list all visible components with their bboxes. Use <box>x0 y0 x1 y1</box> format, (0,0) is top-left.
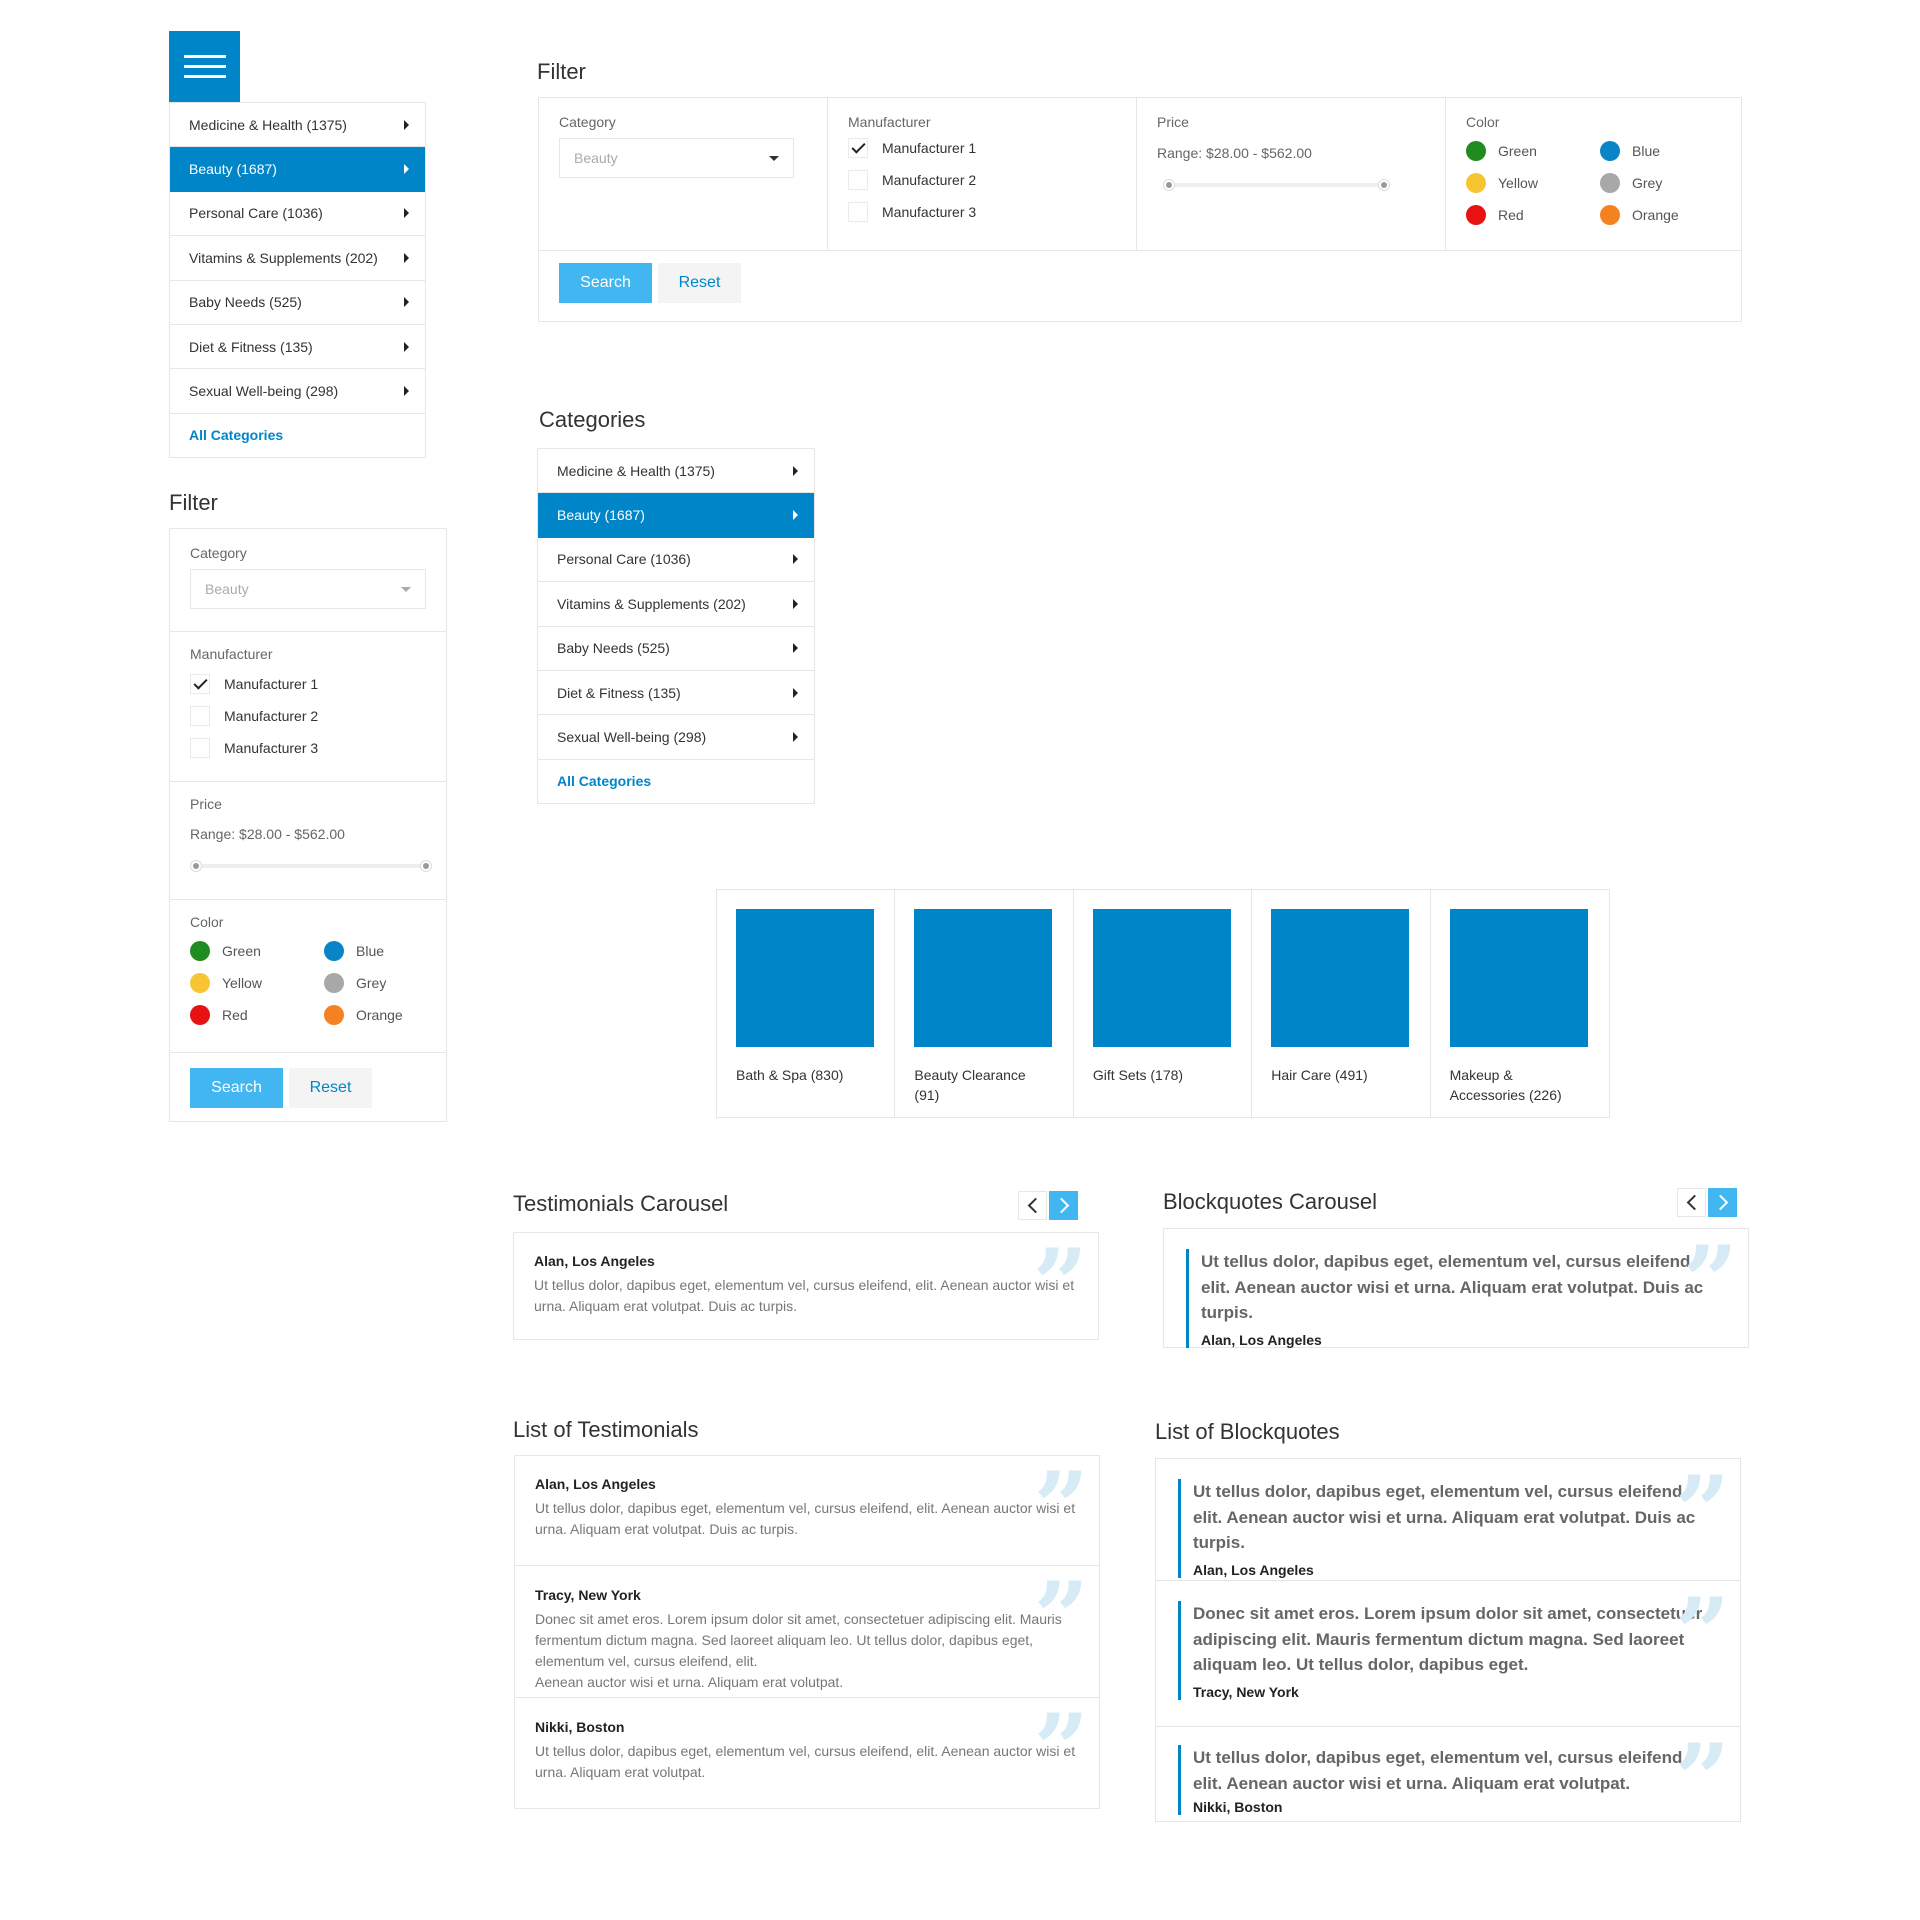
checkbox-box <box>190 706 210 726</box>
category-menu-main <box>537 448 815 804</box>
color-option-red[interactable] <box>190 1004 324 1026</box>
category-item[interactable] <box>170 192 425 236</box>
category-label: Diet & Fitness (135) <box>189 338 313 355</box>
testimonial-item <box>514 1228 1098 1341</box>
checkbox-box <box>848 202 868 222</box>
subcategory-tile[interactable] <box>895 890 1073 1117</box>
blockquote <box>1178 1479 1716 1578</box>
category-label: Baby Needs (525) <box>557 640 670 657</box>
testimonial-text: Ut tellus dolor, dapibus eget, elementum vel, cursus eleifend, elit. Aenean auctor wisi et urna. Aliquam erat volutpat. Duis ac turpis. <box>534 1277 1075 1314</box>
quote-icon: ” <box>1674 1455 1730 1568</box>
testimonial-text: Donec sit amet eros. Lorem ipsum dolor sit amet, consectetuer adipiscing elit. Mauris fermentum dictum magna. Sed laoreet aliquam leo. Ut tellus dolor, dapibus eget, elementum vel, cursus eleifend, elit. <box>535 1611 1062 1669</box>
blockquotes-carousel-title: Blockquotes Carousel <box>1163 1189 1378 1214</box>
hamburger-icon-bar <box>184 65 226 68</box>
category-label: Personal Care (1036) <box>189 205 323 222</box>
blockquote <box>1178 1601 1716 1700</box>
quote-icon: ” <box>1033 1451 1089 1564</box>
category-label: Baby Needs (525) <box>189 294 302 311</box>
tile-caption: Makeup & Accessories (226) <box>1449 1067 1562 1103</box>
reset-button[interactable]: Reset <box>658 263 741 303</box>
caret-right-icon <box>404 386 409 396</box>
chevron-right-icon <box>1712 1195 1728 1211</box>
all-categories-link[interactable]: All Categories <box>189 427 284 444</box>
testimonials-list-title: List of Testimonials <box>513 1417 699 1442</box>
testimonial-author: Alan, Los Angeles <box>534 1253 655 1269</box>
color-option-label: Blue <box>356 943 385 959</box>
chevron-right-icon <box>1053 1198 1069 1214</box>
testimonial-text: Aenean auctor wisi et urna. Aliquam erat volutpat. <box>535 1674 844 1690</box>
category-select[interactable] <box>190 569 426 609</box>
caret-right-icon <box>793 466 798 476</box>
color-label: Color <box>1466 114 1500 130</box>
quote-icon: ” <box>1674 1723 1730 1836</box>
filter-title-left: Filter <box>169 490 218 515</box>
color-swatch <box>190 1005 210 1025</box>
filter-title-top: Filter <box>537 59 586 84</box>
manufacturer-checkbox[interactable] <box>190 668 426 700</box>
blockquote-item <box>1156 1455 1740 1581</box>
category-label: Vitamins & Supplements (202) <box>189 249 378 266</box>
color-option-orange[interactable] <box>1600 204 1720 226</box>
manufacturer-checkbox[interactable] <box>848 132 1116 164</box>
category-item[interactable] <box>170 369 425 413</box>
tile-caption: Beauty Clearance (91) <box>914 1067 1026 1103</box>
filter-manufacturer-column <box>828 98 1137 250</box>
check-icon <box>190 674 210 694</box>
quote-icon: ” <box>1033 1561 1089 1674</box>
testimonial-item <box>515 1693 1099 1808</box>
color-swatch <box>190 941 210 961</box>
color-option-label: Green <box>1498 143 1537 159</box>
blockquote-item <box>1156 1723 1740 1836</box>
category-item[interactable] <box>538 627 814 671</box>
filter-category-column <box>539 98 828 250</box>
filter-color-column <box>1446 98 1742 250</box>
menu-button[interactable] <box>169 31 240 102</box>
caret-right-icon <box>404 164 409 174</box>
manufacturer-label-text: Manufacturer 3 <box>224 740 319 756</box>
color-option-label: Orange <box>356 1007 403 1023</box>
category-item[interactable] <box>538 671 814 715</box>
category-select-value: Beauty <box>205 581 249 597</box>
category-label: Medicine & Health (1375) <box>557 462 715 479</box>
tile-caption: Gift Sets (178) <box>1092 1067 1184 1083</box>
carousel-prev-button[interactable] <box>1677 1188 1706 1217</box>
blockquote-author: Tracy, New York <box>1193 1683 1299 1700</box>
subcategory-tile[interactable] <box>1252 890 1430 1117</box>
category-item[interactable] <box>538 449 814 493</box>
caret-right-icon <box>793 510 798 520</box>
caret-right-icon <box>404 208 409 218</box>
subcategory-tile[interactable] <box>1074 890 1252 1117</box>
blockquote <box>1178 1745 1716 1815</box>
price-label: Price <box>1157 114 1189 130</box>
blockquote-item <box>1156 1577 1740 1727</box>
blockquote-text: Donec sit amet eros. Lorem ipsum dolor sit amet, consectetuer adipiscing elit. Mauris fermentum dictum magna. Sed laoreet aliquam leo. Ut tellus dolor, dapibus eget. <box>1193 1604 1703 1674</box>
search-button[interactable]: Search <box>559 263 652 303</box>
color-options <box>1466 140 1722 226</box>
search-button[interactable]: Search <box>190 1068 283 1108</box>
color-option-yellow[interactable] <box>1466 172 1600 194</box>
category-label: Sexual Well-being (298) <box>189 383 339 400</box>
price-slider-min-handle[interactable] <box>1163 179 1175 191</box>
blockquotes-list-box <box>1155 1455 1741 1836</box>
tile-image <box>736 909 874 1047</box>
category-label: Diet & Fitness (135) <box>557 684 681 701</box>
caret-right-icon <box>404 342 409 352</box>
manufacturer-label: Manufacturer <box>848 114 931 130</box>
filter-price-column <box>1137 98 1446 250</box>
testimonials-list-box <box>514 1451 1100 1809</box>
price-slider[interactable] <box>1169 183 1384 187</box>
color-swatch <box>190 973 210 993</box>
category-label: Category <box>559 114 616 130</box>
blockquote-author: Alan, Los Angeles <box>1201 1331 1322 1348</box>
category-item[interactable] <box>170 325 425 369</box>
caret-right-icon <box>793 599 798 609</box>
color-option-green[interactable] <box>1466 140 1600 162</box>
color-label: Color <box>190 914 224 930</box>
manufacturer-label-text: Manufacturer 1 <box>882 140 977 156</box>
color-options <box>190 940 426 1026</box>
quote-icon: ” <box>1682 1225 1738 1338</box>
category-label: Personal Care (1036) <box>557 551 691 568</box>
color-option-label: Green <box>222 943 261 959</box>
color-option-grey[interactable] <box>1600 172 1720 194</box>
filter-panel-left <box>169 528 447 1122</box>
category-label: Beauty (1687) <box>189 161 277 178</box>
manufacturer-checkbox[interactable] <box>848 164 1116 196</box>
tile-image <box>1093 909 1231 1047</box>
color-swatch <box>1600 205 1620 225</box>
category-item[interactable] <box>538 582 814 626</box>
color-option-label: Yellow <box>222 975 262 991</box>
caret-right-icon <box>793 643 798 653</box>
color-option-label: Grey <box>1632 175 1663 191</box>
checkbox-box <box>848 170 868 190</box>
quote-icon: ” <box>1674 1577 1730 1690</box>
chevron-left-icon <box>1027 1198 1043 1214</box>
caret-right-icon <box>793 688 798 698</box>
hamburger-icon-bar <box>184 75 226 78</box>
manufacturer-label-text: Manufacturer 3 <box>882 204 977 220</box>
price-slider-max-handle[interactable] <box>420 860 432 872</box>
color-swatch <box>1600 141 1620 161</box>
caret-down-icon <box>401 587 411 592</box>
category-item[interactable] <box>170 103 425 147</box>
color-option-label: Orange <box>1632 207 1679 223</box>
testimonial-item <box>515 1561 1099 1698</box>
price-slider[interactable] <box>196 864 426 868</box>
caret-right-icon <box>793 732 798 742</box>
subcategory-tiles <box>716 889 1610 1118</box>
color-option-yellow[interactable] <box>190 972 324 994</box>
carousel-prev-button[interactable] <box>1018 1191 1047 1220</box>
testimonial-text: Ut tellus dolor, dapibus eget, elementum vel, cursus eleifend, elit. Aenean auctor wisi et urna. Aliquam erat volutpat. <box>535 1743 1076 1780</box>
manufacturer-label: Manufacturer <box>190 646 273 662</box>
price-range-text: Range: $28.00 - $562.00 <box>190 826 345 842</box>
price-label: Price <box>190 796 222 812</box>
caret-down-icon <box>769 156 779 161</box>
color-option-red[interactable] <box>1466 204 1600 226</box>
blockquotes-carousel-box <box>1163 1225 1749 1348</box>
color-swatch <box>1466 173 1486 193</box>
blockquote-text: Ut tellus dolor, dapibus eget, elementum vel, cursus eleifend, elit. Aenean auctor wisi et urna. Aliquam erat volutpat. <box>1193 1748 1688 1793</box>
color-swatch <box>1466 205 1486 225</box>
testimonial-item <box>515 1451 1099 1566</box>
blockquote-text: Ut tellus dolor, dapibus eget, elementum vel, cursus eleifend, elit. Aenean auctor wisi et urna. Aliquam erat volutpat. Duis ac turpis. <box>1193 1482 1696 1552</box>
color-option-green[interactable] <box>190 940 324 962</box>
caret-right-icon <box>404 253 409 263</box>
category-label: Medicine & Health (1375) <box>189 116 347 133</box>
testimonial-text: Ut tellus dolor, dapibus eget, elementum vel, cursus eleifend, elit. Aenean auctor wisi et urna. Aliquam erat volutpat. Duis ac turpis. <box>535 1500 1076 1537</box>
tile-image <box>1271 909 1409 1047</box>
blockquote-author: Alan, Los Angeles <box>1193 1561 1314 1578</box>
hamburger-icon-bar <box>184 55 226 58</box>
chevron-left-icon <box>1686 1195 1702 1211</box>
carousel-next-button[interactable] <box>1708 1188 1737 1217</box>
color-option-label: Grey <box>356 975 387 991</box>
testimonials-carousel-title: Testimonials Carousel <box>513 1191 729 1216</box>
blockquotes-carousel-nav <box>1677 1188 1737 1217</box>
testimonial-author: Alan, Los Angeles <box>535 1476 656 1492</box>
blockquote-author: Nikki, Boston <box>1193 1799 1283 1815</box>
testimonial-author: Tracy, New York <box>535 1587 641 1603</box>
color-option-blue[interactable] <box>324 940 444 962</box>
category-item[interactable] <box>170 281 425 325</box>
blockquotes-list-title: List of Blockquotes <box>1155 1419 1340 1444</box>
category-item-active[interactable] <box>538 493 814 537</box>
tile-image <box>914 909 1052 1047</box>
color-swatch <box>1466 141 1486 161</box>
manufacturer-label-text: Manufacturer 2 <box>882 172 977 188</box>
tile-image <box>1450 909 1588 1047</box>
category-label: Beauty (1687) <box>557 507 645 524</box>
color-swatch <box>324 1005 344 1025</box>
carousel-next-button[interactable] <box>1049 1191 1078 1220</box>
tile-caption: Hair Care (491) <box>1271 1067 1368 1083</box>
price-slider-min-handle[interactable] <box>190 860 202 872</box>
blockquote-item <box>1186 1225 1738 1348</box>
manufacturer-checkbox[interactable] <box>190 700 426 732</box>
category-label: Sexual Well-being (298) <box>557 729 707 746</box>
category-item[interactable] <box>170 236 425 280</box>
caret-right-icon <box>404 297 409 307</box>
category-item[interactable] <box>538 538 814 582</box>
manufacturer-label-text: Manufacturer 1 <box>224 676 319 692</box>
color-option-orange[interactable] <box>324 1004 444 1026</box>
quote-icon: ” <box>1033 1693 1089 1806</box>
color-option-label: Yellow <box>1498 175 1538 191</box>
tile-caption: Bath & Spa (830) <box>736 1067 844 1083</box>
caret-right-icon <box>793 554 798 564</box>
color-swatch <box>324 973 344 993</box>
check-icon <box>848 138 868 158</box>
manufacturer-checkbox[interactable] <box>848 196 1116 228</box>
category-select[interactable] <box>559 138 794 178</box>
color-swatch <box>324 941 344 961</box>
color-option-label: Blue <box>1632 143 1661 159</box>
category-label: Category <box>190 545 247 561</box>
reset-button[interactable]: Reset <box>289 1068 372 1108</box>
category-select-value: Beauty <box>574 150 618 166</box>
category-item[interactable] <box>538 715 814 759</box>
categories-title: Categories <box>539 407 646 432</box>
caret-right-icon <box>404 120 409 130</box>
subcategory-tile[interactable] <box>717 890 895 1117</box>
quote-icon: ” <box>1032 1228 1088 1341</box>
subcategory-tile[interactable] <box>1431 890 1609 1117</box>
color-option-grey[interactable] <box>324 972 444 994</box>
filter-panel-top <box>538 97 1742 322</box>
manufacturer-checkbox[interactable] <box>190 732 426 764</box>
manufacturer-label-text: Manufacturer 2 <box>224 708 319 724</box>
price-range-text: Range: $28.00 - $562.00 <box>1157 145 1312 161</box>
color-option-blue[interactable] <box>1600 140 1720 162</box>
price-slider-max-handle[interactable] <box>1378 179 1390 191</box>
category-label: Vitamins & Supplements (202) <box>557 595 746 612</box>
testimonials-carousel-nav <box>1018 1191 1078 1220</box>
category-menu-left <box>169 102 426 458</box>
testimonial-author: Nikki, Boston <box>535 1719 625 1735</box>
testimonials-carousel-box <box>513 1228 1099 1341</box>
blockquote <box>1186 1249 1724 1348</box>
checkbox-box <box>190 738 210 758</box>
all-categories-link[interactable]: All Categories <box>557 773 652 790</box>
color-option-label: Red <box>1498 207 1524 223</box>
color-option-label: Red <box>222 1007 248 1023</box>
category-item-active[interactable] <box>170 147 425 191</box>
color-swatch <box>1600 173 1620 193</box>
blockquote-text: Ut tellus dolor, dapibus eget, elementum vel, cursus eleifend, elit. Aenean auctor wisi et urna. Aliquam erat volutpat. Duis ac turpis. <box>1201 1252 1704 1322</box>
